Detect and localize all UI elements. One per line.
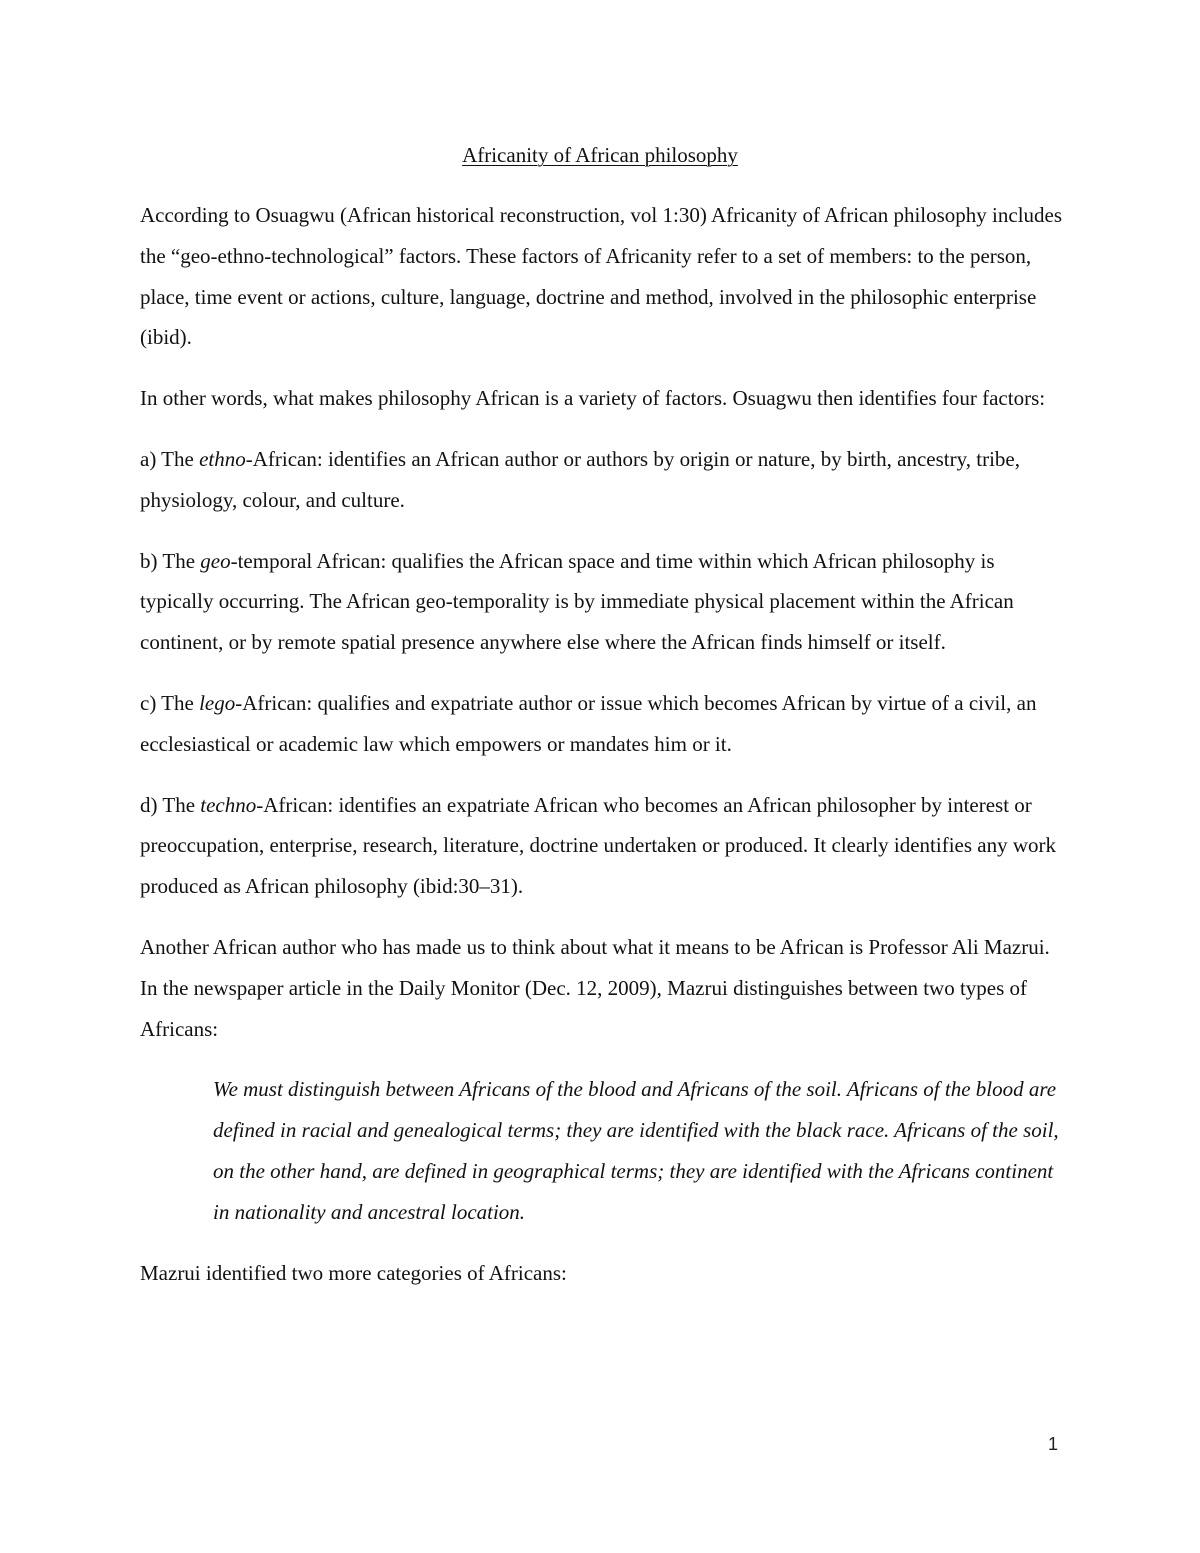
list-item-lego-african xyxy=(140,683,1065,765)
list-item-prefix: d) The xyxy=(140,792,201,817)
paragraph-four-factors: In other words, what makes philosophy African is a variety of factors. Osuagwu then identifies four factors: xyxy=(140,386,1046,411)
list-item-text: -African: identifies an African author or authors by origin or nature, by birth, ancestry, tribe, physiology, colour, and culture. xyxy=(140,446,1020,512)
list-item-prefix: a) The xyxy=(140,446,200,471)
paragraph-osuagwu-intro: According to Osuagwu (African historical reconstruction, vol 1:30) Africanity of African philosophy includes the “geo-ethno-technological” factors. These factors of Africanity refer to a set of members: to the person, place, time event or actions, culture, language, doctrine and method, involved in the philosophic enterprise (ibid). xyxy=(140,203,1063,350)
page-number: 1 xyxy=(1047,1434,1058,1454)
list-item-techno-african xyxy=(140,785,1065,907)
document-body xyxy=(140,195,1065,1313)
list-item-prefix: b) The xyxy=(140,548,201,573)
list-item-text: -African: qualifies and expatriate author or issue which becomes African by virtue of a civil, an ecclesiastical or academic law which empowers or mandates him or it. xyxy=(140,690,1037,756)
list-item-text: -African: identifies an expatriate African who becomes an African philosopher by interest or preoccupation, enterprise, research, literature, doctrine undertaken or produced. It clearly identifies any work produced as African philosophy (ibid:30–31). xyxy=(140,792,1057,899)
list-item-geo-temporal-african xyxy=(140,541,1065,663)
term-techno: techno xyxy=(200,792,257,817)
term-lego: lego xyxy=(199,690,236,715)
block-quote-mazrui: We must distinguish between Africans of the blood and Africans of the soil. Africans of the blood are defined in racial and genealogical terms; they are identified with the black race. Africans of the soil, on the other hand, are defined in geographical terms; they are identified with the Africans continent in nationality and ancestral location. xyxy=(213,1077,1059,1224)
list-item-ethno-african xyxy=(140,439,1065,521)
paragraph-mazrui-intro: Another African author who has made us to think about what it means to be African is Professor Ali Mazrui. In the newspaper article in the Daily Monitor (Dec. 12, 2009), Mazrui distinguishes between two types of Africans: xyxy=(140,934,1050,1041)
paragraph-more-categories: Mazrui identified two more categories of Africans: xyxy=(140,1260,567,1285)
term-ethno: ethno xyxy=(199,446,246,471)
term-geo: geo xyxy=(200,548,231,573)
list-item-prefix: c) The xyxy=(140,690,200,715)
list-item-text: -temporal African: qualifies the African space and time within which African philosophy is typically occurring. The African geo-temporality is by immediate physical placement within the African continent, or by remote spatial presence anywhere else where the African finds himself or itself. xyxy=(140,548,1014,655)
document-title: Africanity of African philosophy xyxy=(462,143,738,167)
